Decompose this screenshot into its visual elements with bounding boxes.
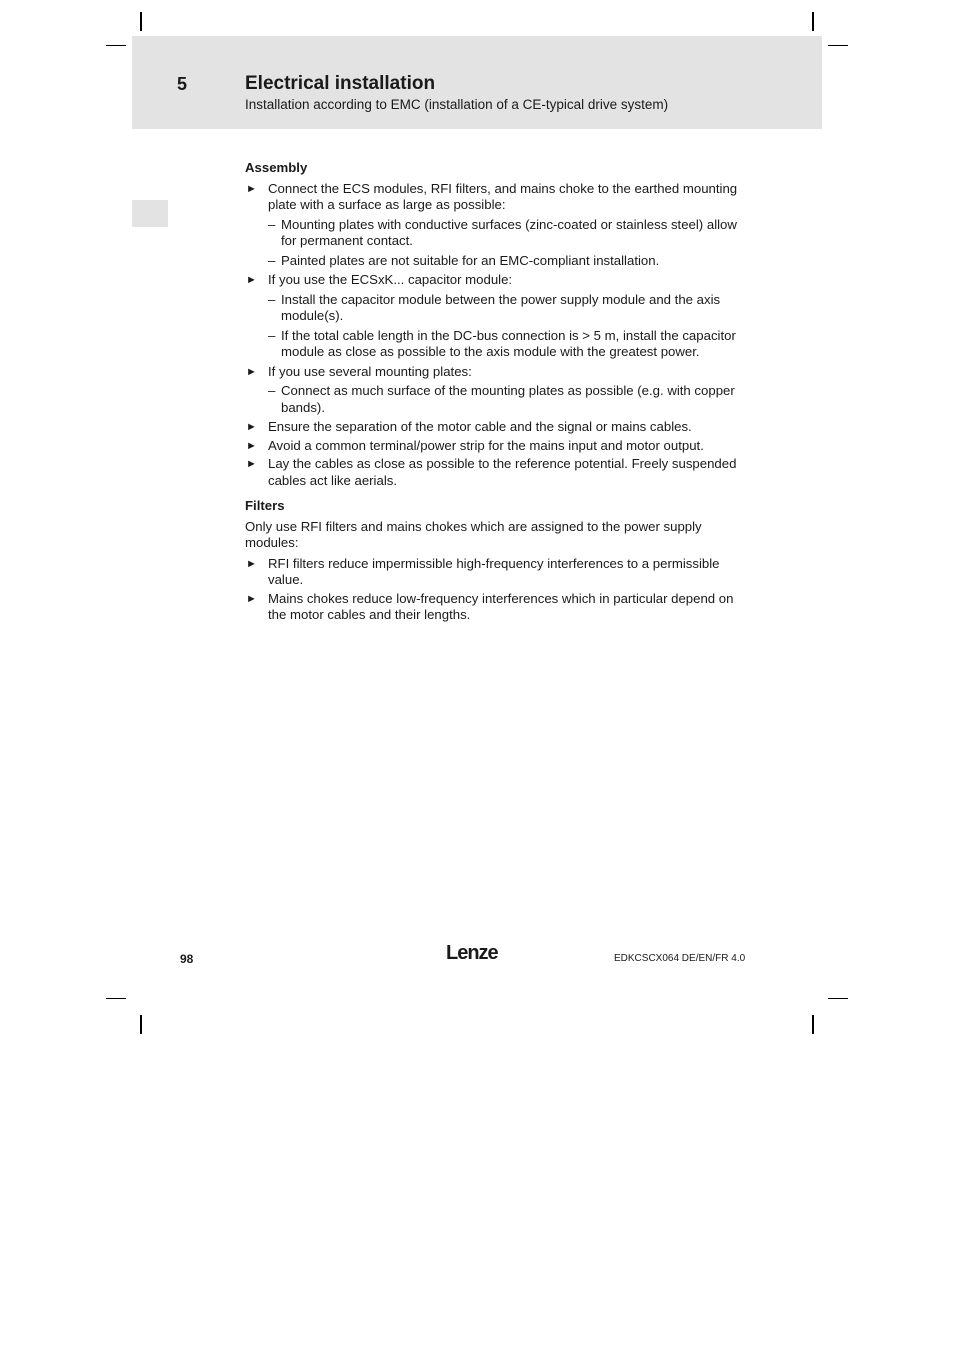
lenze-logo: Lenze (446, 942, 498, 964)
document-code: EDKCSCX064 DE/EN/FR 4.0 (614, 953, 746, 964)
list-item-text: If you use the ECSxK... capacitor module: (268, 272, 513, 287)
list-item (245, 456, 740, 489)
triangle-bullet-icon: ► (246, 274, 257, 286)
dash-icon: – (268, 291, 276, 307)
list-item (245, 181, 740, 270)
triangle-bullet-icon: ► (246, 182, 257, 195)
sub-list-item (268, 383, 740, 416)
sub-list-item-text: If the total cable length in the DC-bus connection is > 5 m, install the capacitor module as close as possible to the axis module with the greatest power. (281, 327, 736, 359)
crop-mark (828, 45, 848, 46)
filters-intro: Only use RFI filters and mains chokes which are assigned to the power supply modules: (245, 518, 702, 550)
crop-mark (812, 1015, 814, 1034)
sub-list-item (268, 328, 740, 361)
list-item-text: Ensure the separation of the motor cable and the signal or mains cables. (268, 419, 692, 434)
header-band (132, 36, 822, 129)
list-item (245, 272, 740, 361)
page-content (245, 160, 740, 626)
list-item (245, 438, 740, 455)
list-item-text: Mains chokes reduce low-frequency interferences which in particular depend on the motor cables and their lengths. (268, 590, 734, 622)
triangle-bullet-icon: ► (246, 592, 257, 605)
list-item-text: RFI filters reduce impermissible high-frequency interferences to a permissible value. (268, 555, 720, 587)
list-item-text: Connect the ECS modules, RFI filters, and mains choke to the earthed mounting plate with a surface as large as possible: (268, 180, 738, 212)
sub-list-item-text: Mounting plates with conductive surfaces (zinc-coated or stainless steel) allow for permanent contact. (281, 216, 737, 248)
dash-icon: – (268, 383, 276, 398)
list-item (245, 556, 740, 589)
crop-mark (140, 12, 142, 31)
sub-list-item (268, 217, 740, 250)
list-item (245, 591, 740, 624)
crop-mark (812, 12, 814, 31)
chapter-side-tab (132, 200, 168, 227)
filters-heading: Filters (245, 498, 285, 513)
dash-icon: – (268, 216, 276, 232)
list-item-text: Avoid a common terminal/power strip for the mains input and motor output. (268, 437, 704, 453)
list-item (245, 364, 740, 417)
triangle-bullet-icon: ► (246, 439, 257, 452)
triangle-bullet-icon: ► (246, 365, 257, 378)
triangle-bullet-icon: ► (246, 557, 257, 570)
dash-icon: – (268, 327, 276, 343)
assembly-heading: Assembly (245, 160, 308, 175)
crop-mark (106, 998, 126, 999)
crop-mark (828, 998, 848, 999)
triangle-bullet-icon: ► (246, 421, 257, 433)
triangle-bullet-icon: ► (246, 458, 257, 470)
sub-list-item-text: Install the capacitor module between the power supply module and the axis module(s). (281, 291, 721, 323)
sub-list-item (268, 292, 740, 325)
sub-list-item-text: Painted plates are not suitable for an EMC-compliant installation. (281, 252, 660, 268)
list-item (245, 419, 740, 436)
chapter-title: Electrical installation (245, 73, 436, 94)
sub-list-item (268, 253, 740, 270)
crop-mark (106, 45, 126, 46)
dash-icon: – (268, 252, 276, 268)
sub-list-item-text: Connect as much surface of the mounting plates as possible (e.g. with copper bands). (281, 383, 735, 415)
chapter-subtitle: Installation according to EMC (installation of a CE-typical drive system) (245, 97, 669, 112)
chapter-number: 5 (177, 74, 188, 94)
list-item-text: If you use several mounting plates: (268, 363, 472, 379)
page-number: 98 (180, 952, 194, 966)
list-item-text: Lay the cables as close as possible to the reference potential. Freely suspended cables act like aerials. (268, 456, 737, 488)
crop-mark (140, 1015, 142, 1034)
